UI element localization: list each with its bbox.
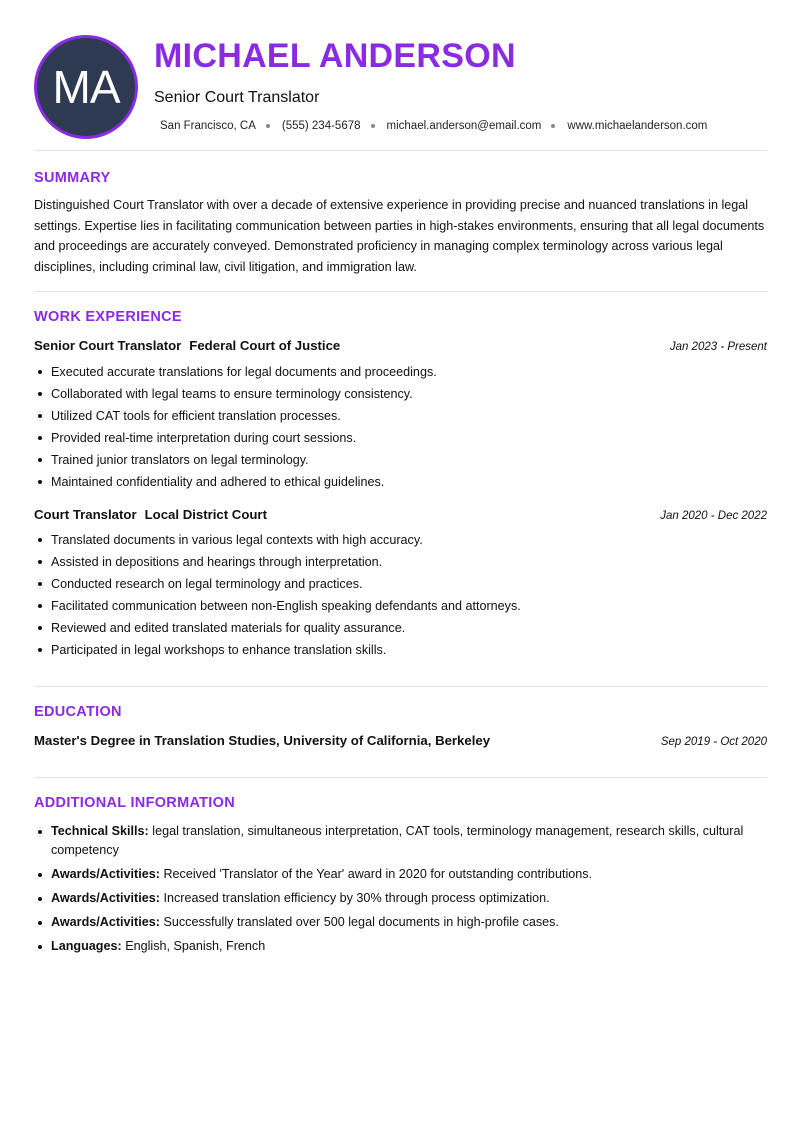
education-degree: Master's Degree in Translation Studies, University of California, Berkeley [34,733,491,748]
list-item: Executed accurate translations for legal documents and proceedings. [34,361,769,383]
section-divider [34,291,767,292]
contact-email[interactable]: michael.anderson@email.com [386,120,542,132]
list-item: Assisted in depositions and hearings through interpretation. [34,551,769,573]
list-item: Conducted research on legal terminology and practices. [34,573,769,595]
item-label: Technical Skills: [51,824,149,838]
job-heading [34,507,267,522]
section-divider [34,777,767,778]
job-employer: Local District Court [144,507,267,522]
candidate-name: MICHAEL ANDERSON [154,37,516,75]
list-item: Collaborated with legal teams to ensure terminology consistency. [34,383,769,405]
education-dates: Sep 2019 - Oct 2020 [660,736,767,748]
list-item: Maintained confidentiality and adhered to ethical guidelines. [34,471,769,493]
item-label: Awards/Activities: [51,915,160,929]
list-item: Trained junior translators on legal terminology. [34,449,769,471]
avatar [34,35,138,139]
job-role: Senior Court Translator [34,338,182,353]
job-role: Court Translator [34,507,137,522]
separator-dot [551,124,555,128]
job-dates: Jan 2020 - Dec 2022 [660,510,767,522]
avatar-initials: MA [52,61,120,113]
contact-location: San Francisco, CA [160,120,256,132]
list-item: Reviewed and edited translated materials for quality assurance. [34,617,769,639]
item-text: legal translation, simultaneous interpretation, CAT tools, terminology management, research skills, cultural competency [51,824,744,857]
item-text: Received 'Translator of the Year' award in 2020 for outstanding contributions. [163,867,593,881]
list-item: Facilitated communication between non-English speaking defendants and attorneys. [34,595,769,617]
job-bullets [34,529,769,661]
item-text: English, Spanish, French [125,939,266,953]
item-label: Awards/Activities: [51,891,160,905]
item-text: Increased translation efficiency by 30% through process optimization. [163,891,550,905]
list-item [34,822,769,860]
item-label: Awards/Activities: [51,867,160,881]
list-item: Participated in legal workshops to enhance translation skills. [34,639,769,661]
summary-heading: SUMMARY [34,170,111,186]
job-dates: Jan 2023 - Present [669,341,767,353]
separator-dot [266,124,270,128]
list-item [34,913,769,932]
list-item [34,889,769,908]
additional-heading: ADDITIONAL INFORMATION [34,795,235,811]
item-label: Languages: [51,939,122,953]
list-item: Translated documents in various legal contexts with high accuracy. [34,529,769,551]
item-text: Successfully translated over 500 legal documents in high-profile cases. [163,915,559,929]
additional-list [34,822,769,961]
job-title: Senior Court Translator [154,89,320,106]
job-employer: Federal Court of Justice [189,338,341,353]
list-item: Utilized CAT tools for efficient translation processes. [34,405,769,427]
list-item: Provided real-time interpretation during court sessions. [34,427,769,449]
contact-phone: (555) 234-5678 [281,120,361,132]
summary-text: Distinguished Court Translator with over a decade of extensive experience in providing precise and nuanced translations in legal settings. Expertise lies in facilitating communication between parties in high-stakes environments, ensuring that all legal documents and proceedings are accurately conveyed. Demonstrated proficiency in managing complex terminology across various legal disciplines, including criminal law, civil litigation, and immigration law. [34,198,765,274]
experience-heading: WORK EXPERIENCE [34,309,182,325]
contact-website[interactable]: www.michaelanderson.com [567,120,708,132]
section-divider [34,686,767,687]
separator-dot [371,124,375,128]
list-item [34,865,769,884]
list-item [34,937,769,956]
job-heading [34,338,340,353]
job-bullets [34,361,769,493]
contact-line [160,120,707,132]
section-divider [34,150,767,151]
education-heading: EDUCATION [34,704,122,720]
